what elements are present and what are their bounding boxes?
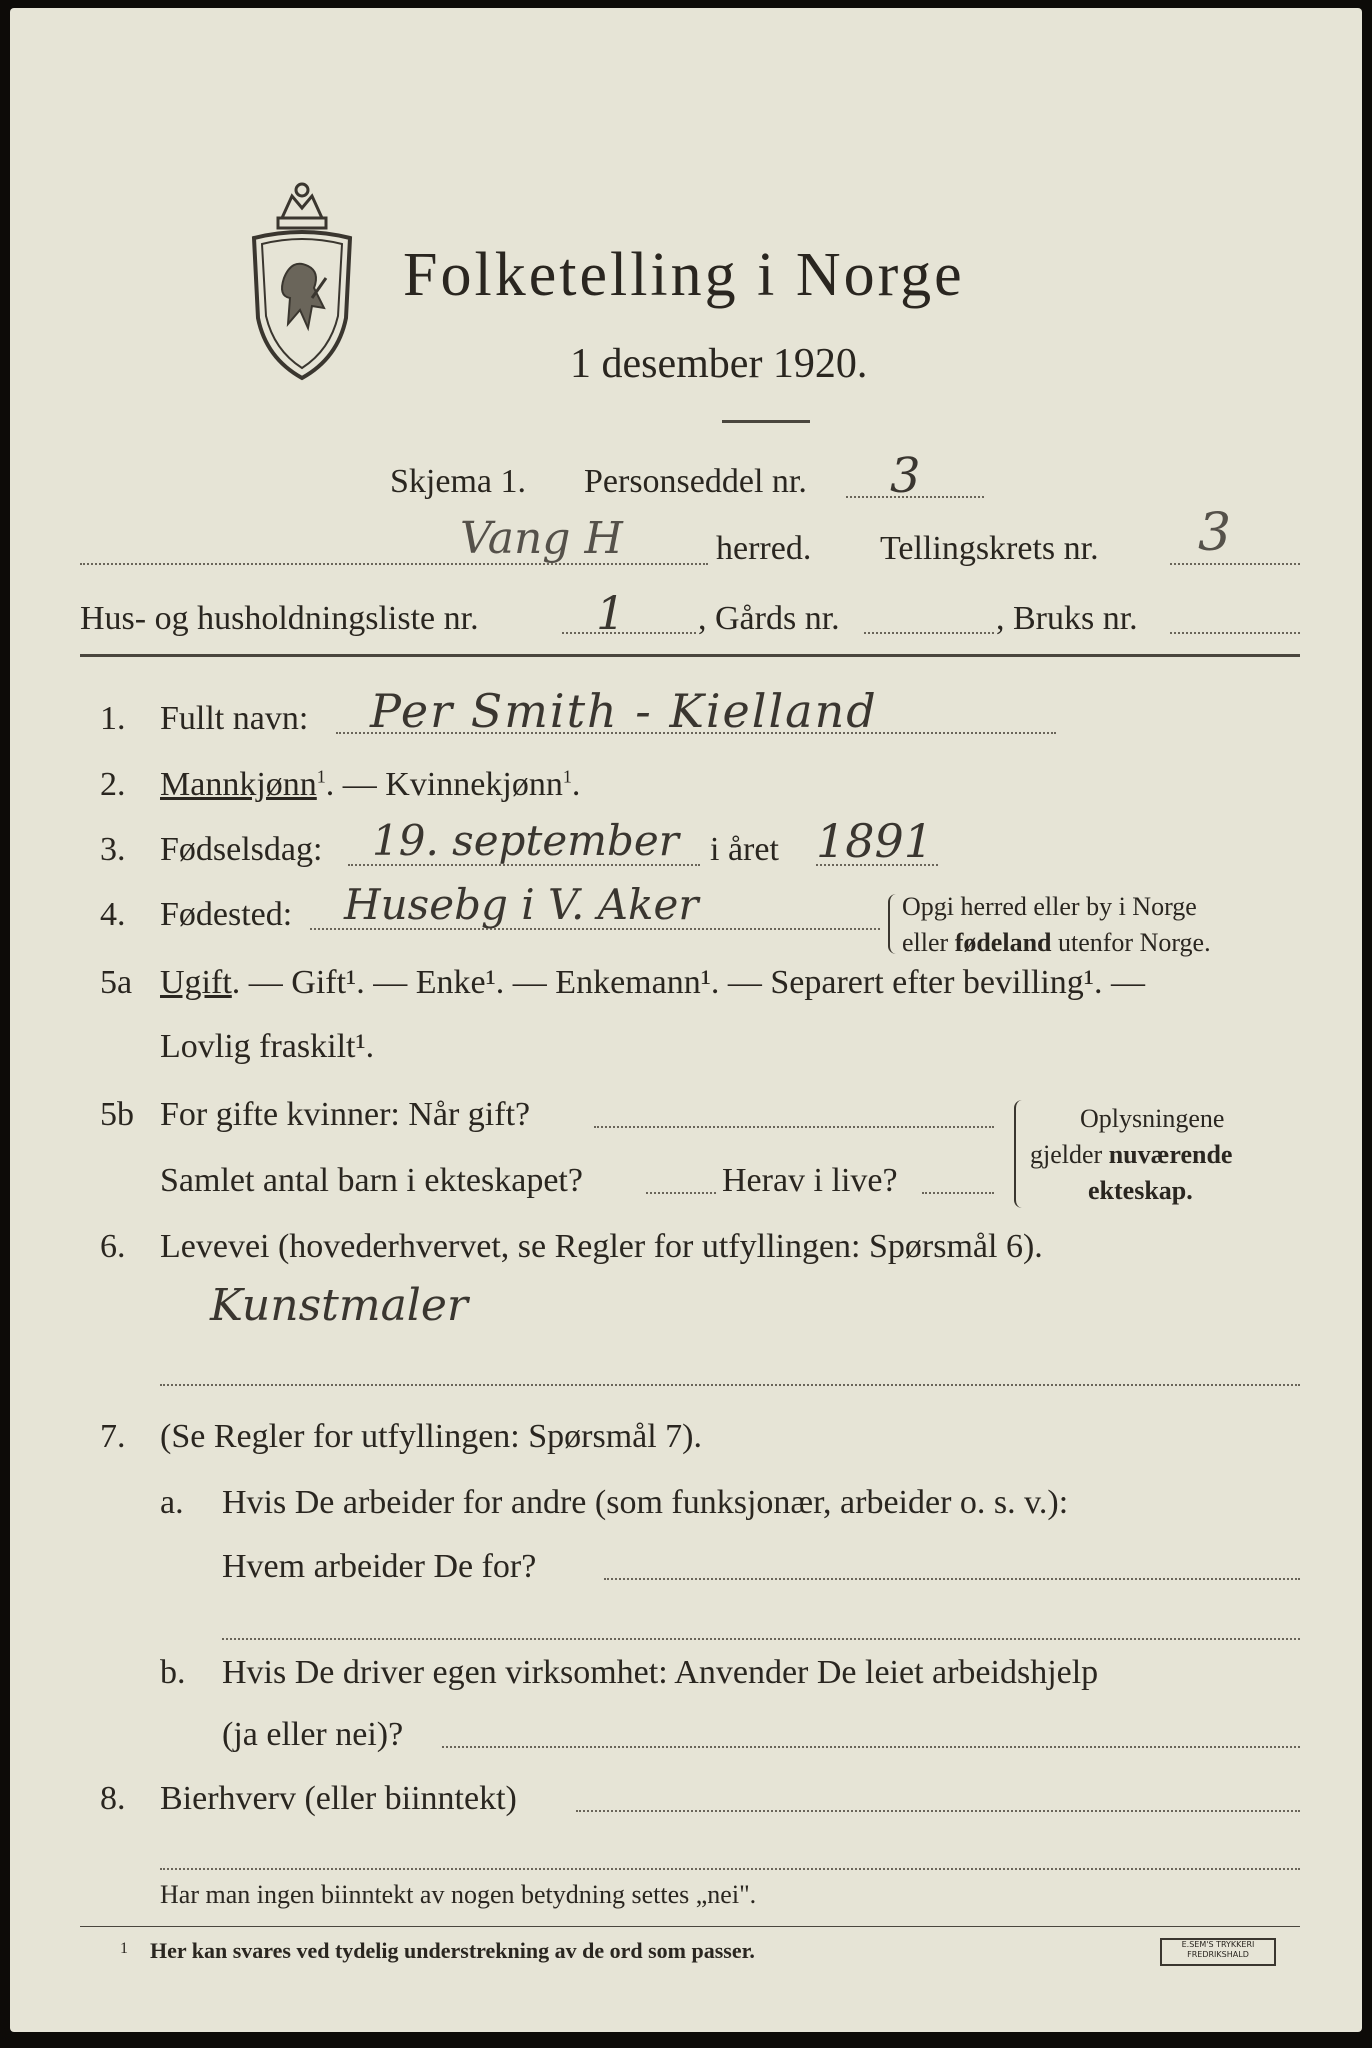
q7a-line1: Hvis De arbeider for andre (som funksjonær, arbeider o. s. v.): — [222, 1484, 1069, 1521]
q5a-fraskilt-option[interactable]: Lovlig fraskilt¹. — [160, 1028, 375, 1065]
q7a-line2: Hvem arbeider De for? — [222, 1548, 537, 1585]
q5b-note-line3: ekteskap. — [1088, 1176, 1193, 1205]
q3-label: Fødselsdag: — [160, 831, 323, 868]
q5b-nar-gift-field-line[interactable] — [594, 1126, 994, 1128]
q6-occupation-value[interactable]: Kunstmaler — [210, 1280, 468, 1331]
q8-extra-field-line[interactable] — [160, 1868, 1300, 1870]
q2-separator: . — — [325, 766, 386, 803]
footnote-mark: 1 — [120, 1940, 128, 1957]
q8-number: 8. — [100, 1780, 126, 1817]
q5b-note-line1: Oplysningene — [1080, 1104, 1225, 1133]
q6-label: Levevei (hovederhvervet, se Regler for utfyllingen: Spørsmål 6). — [160, 1228, 1043, 1265]
q2-footnote-mark-2: 1 — [562, 766, 572, 787]
printer-stamp-line1: E.SEM'S TRYKKERI — [1181, 1940, 1255, 1949]
q2-footnote-mark-1: 1 — [316, 766, 326, 787]
q6-extra-field-line[interactable] — [160, 1384, 1300, 1386]
q5b-i-live-field-line[interactable] — [922, 1192, 994, 1194]
q5b-note-gjelder: gjelder — [1030, 1140, 1103, 1169]
q7a-field-line[interactable] — [604, 1578, 1300, 1580]
q1-label: Fullt navn: — [160, 700, 309, 737]
q7b-field-line[interactable] — [442, 1746, 1300, 1748]
q4-label: Fødested: — [160, 896, 293, 933]
q5b-note-brace — [1014, 1100, 1026, 1208]
q7a-letter: a. — [160, 1484, 184, 1521]
husliste-value[interactable]: 1 — [596, 586, 626, 640]
q6-number: 6. — [100, 1228, 126, 1265]
personseddel-label: Personseddel nr. — [584, 463, 807, 500]
q3-year-label: i året — [710, 831, 779, 868]
footnote-divider — [80, 1926, 1300, 1927]
husliste-field-line — [562, 632, 696, 634]
q4-note-line1: Opgi herred eller by i Norge — [902, 892, 1197, 921]
q7b-line1: Hvis De driver egen virksomhet: Anvender De leiet arbeidshjelp — [222, 1654, 1099, 1691]
q2-kvinnekjonn-option[interactable]: Kvinnekjønn — [385, 766, 563, 803]
tellingskrets-value[interactable]: 3 — [1198, 503, 1232, 563]
census-date: 1 desember 1920. — [570, 341, 868, 387]
q4-note-brace — [888, 894, 898, 954]
q3-birthday-value[interactable]: 19. september — [372, 816, 679, 865]
q8-field-line[interactable] — [576, 1810, 1300, 1812]
herred-label: herred. — [716, 530, 812, 567]
q4-note-fodeland: fødeland — [954, 928, 1052, 957]
q5b-note-line2 — [1030, 1140, 1232, 1170]
footnote-text: Her kan svares ved tydelig understrekning av de ord som passer. — [150, 1938, 755, 1963]
census-form-page — [10, 8, 1362, 2032]
skjema-label: Skjema 1. — [390, 463, 526, 500]
printer-stamp-line2: FREDRIKSHALD — [1187, 1950, 1249, 1959]
q3-year-value[interactable]: 1891 — [816, 814, 934, 868]
husliste-label: Hus- og husholdningsliste nr. — [80, 600, 479, 637]
q5b-nar-gift-label: For gifte kvinner: Når gift? — [160, 1096, 531, 1133]
q4-note-eller: eller — [902, 928, 949, 957]
q5b-barn-field-line[interactable] — [646, 1192, 716, 1194]
q2-sex-options — [160, 766, 580, 804]
printer-stamp — [1160, 1938, 1276, 1966]
q7b-letter: b. — [160, 1654, 186, 1691]
tellingskrets-label: Tellingskrets nr. — [880, 530, 1099, 567]
q1-full-name-value[interactable]: Per Smith - Kielland — [370, 684, 878, 738]
q7-label: (Se Regler for utfyllingen: Spørsmål 7). — [160, 1418, 703, 1455]
personseddel-value[interactable]: 3 — [890, 448, 921, 504]
q5b-number: 5b — [100, 1096, 134, 1133]
q5a-ugift-option[interactable]: Ugift — [160, 964, 232, 1001]
gards-field-line[interactable] — [864, 632, 994, 634]
q2-number: 2. — [100, 766, 126, 803]
coat-of-arms-icon — [242, 178, 362, 388]
q2-mannkjonn-option[interactable]: Mannkjønn — [160, 766, 317, 803]
q4-note-line2 — [902, 928, 1211, 958]
tellingskrets-field-line — [1170, 563, 1300, 565]
q4-birthplace-value[interactable]: Husebg i V. Aker — [344, 880, 699, 929]
q8-note: Har man ingen biinntekt av nogen betydning settes „nei". — [160, 1880, 757, 1909]
gards-label: , Gårds nr. — [698, 600, 840, 637]
q5a-marital-options — [160, 964, 1145, 1002]
q7-number: 7. — [100, 1418, 126, 1455]
q5b-note-nuvaerende: nuværende — [1108, 1140, 1233, 1169]
herred-value[interactable]: Vang H — [460, 513, 623, 564]
q8-label: Bierhverv (eller biinntekt) — [160, 1780, 517, 1817]
q5a-number: 5a — [100, 964, 133, 1001]
form-title: Folketelling i Norge — [403, 241, 965, 309]
q1-number: 1. — [100, 700, 126, 737]
q5b-barn-label: Samlet antal barn i ekteskapet? — [160, 1162, 583, 1199]
q5b-i-live-label: Herav i live? — [722, 1162, 898, 1199]
bruks-label: , Bruks nr. — [996, 600, 1138, 637]
q7b-line2: (ja eller nei)? — [222, 1716, 404, 1753]
q2-end: . — [571, 766, 581, 803]
title-divider — [722, 420, 810, 423]
q7a-extra-field-line[interactable] — [222, 1638, 1300, 1640]
bruks-field-line[interactable] — [1170, 632, 1300, 634]
q3-number: 3. — [100, 831, 126, 868]
q5a-other-options[interactable]: . — Gift¹. — Enke¹. — Enkemann¹. — Separert efter bevilling¹. — — [231, 964, 1145, 1001]
q4-number: 4. — [100, 896, 126, 933]
q4-note-utenfor: utenfor Norge. — [1058, 928, 1211, 957]
header-divider — [80, 654, 1300, 657]
